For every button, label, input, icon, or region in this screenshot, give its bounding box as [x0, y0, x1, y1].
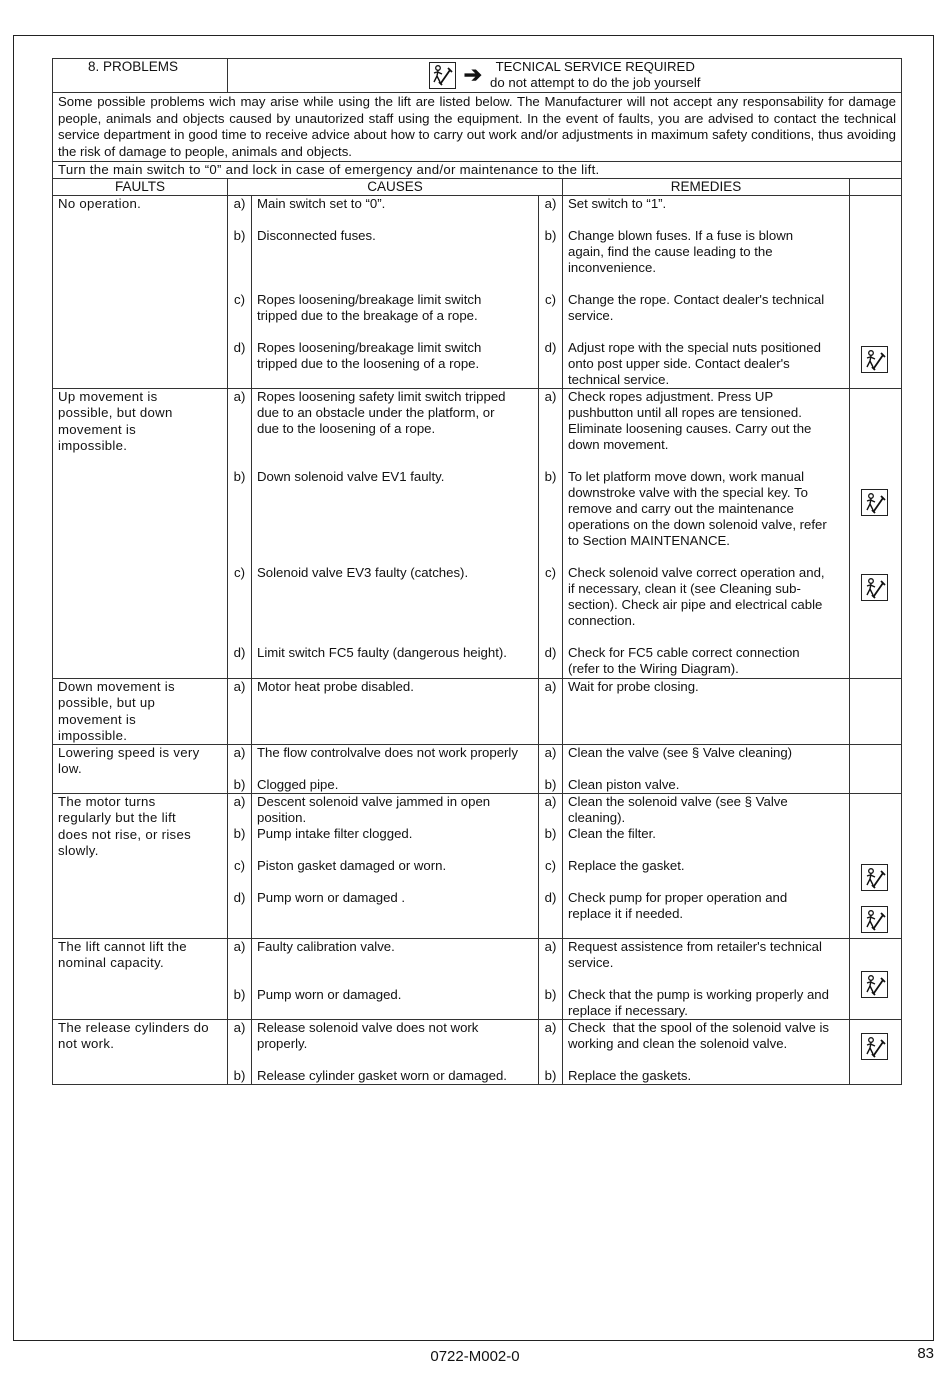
section-title: 8. PROBLEMS	[53, 59, 228, 93]
technician-tool-icon	[861, 489, 888, 516]
remedy-cell: Set switch to “1”. Change blown fuses. If a fuse is blown again, find the cause leading to the inconvenience. Change the rope. Contact dealer's technical service. Adjust rope with the special nuts positioned onto post upper side. Contact dealer's technical service.	[563, 196, 850, 389]
fault-cell: The lift cannot lift the nominal capacity.	[53, 939, 228, 1020]
table-row	[53, 745, 902, 794]
remedy-letters: a) b) c) d)	[539, 389, 563, 679]
column-header-remedies: REMEDIES	[563, 179, 850, 196]
technician-tool-icon	[861, 574, 888, 601]
problems-table	[52, 58, 902, 1085]
page-number: 83	[917, 1345, 934, 1362]
cause-letters: a) b) c) d)	[228, 196, 252, 389]
fault-cell: Lowering speed is very low.	[53, 745, 228, 794]
cause-letters: a) b)	[228, 745, 252, 794]
service-required-notice	[228, 59, 902, 93]
fault-cell: No operation.	[53, 196, 228, 389]
remedy-letters: a) b)	[539, 939, 563, 1020]
table-row	[53, 794, 902, 939]
technician-tool-icon	[861, 1033, 888, 1060]
icon-cell	[850, 679, 902, 745]
service-line-2: do not attempt to do the job yourself	[490, 75, 701, 90]
cause-letters: a) b) c) d)	[228, 794, 252, 939]
fault-cell: Up movement is possible, but down movement is impossible.	[53, 389, 228, 679]
remedy-cell: Check ropes adjustment. Press UP pushbutton until all ropes are tensioned. Eliminate loosening causes. Carry out the down movement. To let platform move down, work manual downstroke valve with the special key. To remove and carry out the maintenance operations on the down solenoid valve, refer to Section MAINTENANCE. Check solenoid valve correct operation and, if necessary, clean it (see Cleaning sub- section). Check air pipe and electrical cable connection. Check for FC5 cable correct connection (refer to the Wiring Diagram).	[563, 389, 850, 679]
fault-cell: The release cylinders do not work.	[53, 1020, 228, 1085]
remedy-letters: a) b) c) d)	[539, 794, 563, 939]
column-header-causes: CAUSES	[228, 179, 563, 196]
cause-cell: Faulty calibration valve. Pump worn or damaged.	[252, 939, 539, 1020]
service-line-1: TECNICAL SERVICE REQUIRED	[495, 59, 695, 74]
table-row	[53, 1020, 902, 1085]
remedy-letters: a) b) c) d)	[539, 196, 563, 389]
icon-cell	[850, 794, 902, 939]
technician-tool-icon	[861, 971, 888, 998]
fault-cell: Down movement is possible, but up movement is impossible.	[53, 679, 228, 745]
remedy-letters: a) b)	[539, 745, 563, 794]
icon-cell	[850, 389, 902, 679]
remedy-cell: Wait for probe closing.	[563, 679, 850, 745]
remedy-cell: Clean the valve (see § Valve cleaning) Clean piston valve.	[563, 745, 850, 794]
technician-tool-icon	[429, 62, 456, 89]
column-header-icon	[850, 179, 902, 196]
intro-paragraph: Some possible problems wich may arise while using the lift are listed below. The Manufacturer will not accept any responsability for damage people, animals and objects caused by unautorized staff using the equipment. In the event of faults, you are advised to contact the technical service department in good time to receive advice about how to carry out work and/or adjustments in maximum safety conditions, thus avoiding the risk of damage to people, animals and objects.	[53, 93, 902, 162]
remedy-cell: Check that the spool of the solenoid valve is working and clean the solenoid valve. Replace the gaskets.	[563, 1020, 850, 1085]
remedy-letters: a) b)	[539, 1020, 563, 1085]
remedy-cell: Clean the solenoid valve (see § Valve cleaning). Clean the filter. Replace the gasket. Check pump for proper operation and replace it if needed.	[563, 794, 850, 939]
cause-cell: The flow controlvalve does not work properly Clogged pipe.	[252, 745, 539, 794]
cause-cell: Ropes loosening safety limit switch tripped due to an obstacle under the platform, or due to the loosening of a rope. Down solenoid valve EV1 faulty. Solenoid valve EV3 faulty (catches). Limit switch FC5 faulty (dangerous height).	[252, 389, 539, 679]
column-header-faults: FAULTS	[53, 179, 228, 196]
table-row	[53, 389, 902, 679]
cause-letters: a)	[228, 679, 252, 745]
technician-tool-icon	[861, 906, 888, 933]
technician-tool-icon	[861, 346, 888, 373]
icon-cell	[850, 745, 902, 794]
cause-letters: a) b)	[228, 1020, 252, 1085]
icon-cell	[850, 939, 902, 1020]
cause-cell: Descent solenoid valve jammed in open position. Pump intake filter clogged. Piston gasket damaged or worn. Pump worn or damaged .	[252, 794, 539, 939]
fault-cell: The motor turns regularly but the lift does not rise, or rises slowly.	[53, 794, 228, 939]
remedy-letters: a)	[539, 679, 563, 745]
cause-cell: Motor heat probe disabled.	[252, 679, 539, 745]
cause-letters: a) b) c) d)	[228, 389, 252, 679]
icon-cell	[850, 196, 902, 389]
remedy-cell: Request assistence from retailer's technical service. Check that the pump is working properly and replace if necessary.	[563, 939, 850, 1020]
icon-cell	[850, 1020, 902, 1085]
document-code: 0722-M002-0	[430, 1348, 520, 1365]
table-row	[53, 679, 902, 745]
table-row	[53, 196, 902, 389]
technician-tool-icon	[861, 864, 888, 891]
warning-text: Turn the main switch to “0” and lock in case of emergency and/or maintenance to the lift.	[53, 162, 902, 179]
cause-letters: a) b)	[228, 939, 252, 1020]
arrow-right-icon: ➔	[463, 62, 483, 87]
table-row	[53, 939, 902, 1020]
cause-cell: Main switch set to “0”. Disconnected fuses. Ropes loosening/breakage limit switch tripped due to the breakage of a rope. Ropes loosening/breakage limit switch tripped due to the loosening of a rope.	[252, 196, 539, 389]
cause-cell: Release solenoid valve does not work properly. Release cylinder gasket worn or damaged.	[252, 1020, 539, 1085]
